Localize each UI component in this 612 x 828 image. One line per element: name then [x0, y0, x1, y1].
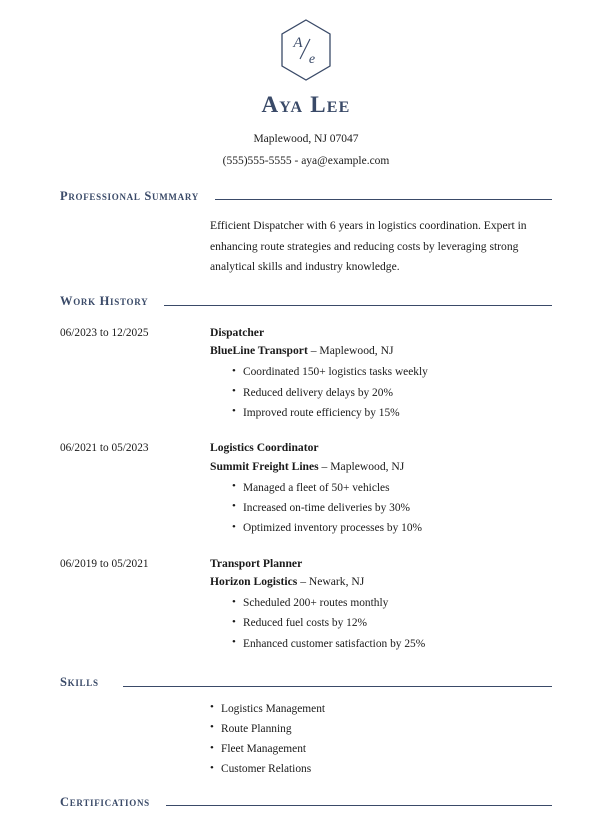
job-bullet: • Managed a fleet of 50+ vehicles: [232, 478, 552, 498]
job-bullet: • Increased on-time deliveries by 30%: [232, 498, 552, 518]
professional-summary-text: Efficient Dispatcher with 6 years in logistics coordination. Expert in enhancing route strategies and reducing costs by leveraging strong analytical skills and industry knowledge.: [210, 219, 527, 273]
work-history-entry: [0, 439, 612, 538]
job-dates: 06/2021 to 05/2023: [60, 442, 149, 455]
job-bullet: • Scheduled 200+ routes monthly: [232, 593, 552, 613]
job-company-line: [210, 573, 552, 592]
section-divider: [123, 686, 552, 687]
job-company: BlueLine Transport: [210, 344, 308, 358]
certifications-body: [0, 816, 612, 828]
skill-item: • Logistics Management: [210, 699, 552, 719]
job-location: – Newark, NJ: [300, 575, 365, 589]
job-bullet-list: [210, 478, 552, 539]
svg-text:e: e: [308, 52, 316, 67]
skills-body: [0, 699, 612, 780]
svg-text:A: A: [293, 35, 303, 51]
job-company-line: [210, 458, 552, 477]
section-title-professional-summary: Professional Summary: [60, 188, 199, 203]
section-divider: [164, 305, 552, 306]
job-bullet: • Coordinated 150+ logistics tasks weekly: [232, 362, 552, 382]
section-certifications: [0, 796, 612, 828]
job-title: Dispatcher: [210, 325, 265, 339]
contact-address: Maplewood, NJ 07047: [253, 133, 359, 146]
section-skills: [0, 676, 612, 780]
job-dates: 06/2019 to 05/2021: [60, 557, 149, 570]
job-bullet: • Improved route efficiency by 15%: [232, 403, 552, 423]
section-title-skills: Skills: [60, 675, 99, 690]
work-history-entry: [0, 555, 612, 654]
job-bullet: • Enhanced customer satisfaction by 25%: [232, 634, 552, 654]
section-title-work-history: Work History: [60, 294, 149, 309]
skill-item: • Customer Relations: [210, 759, 552, 779]
skills-list: [210, 699, 552, 780]
section-header-certifications: [0, 796, 612, 809]
section-professional-summary: [0, 190, 612, 277]
job-details: [210, 439, 552, 538]
job-company: Horizon Logistics: [210, 575, 298, 589]
resume-header: [0, 0, 612, 172]
skill-item: • Route Planning: [210, 719, 552, 739]
job-location: – Maplewood, NJ: [321, 459, 405, 473]
job-bullet-list: [210, 593, 552, 654]
section-title-certifications: Certifications: [60, 794, 150, 809]
section-divider: [166, 805, 552, 806]
job-title: Transport Planner: [210, 556, 303, 570]
contact-phone-email: (555)555-5555 - aya@example.com: [222, 154, 390, 167]
job-bullet: • Reduced fuel costs by 12%: [232, 613, 552, 633]
section-divider: [215, 199, 552, 200]
section-header-professional-summary: [0, 190, 612, 203]
section-header-skills: [0, 676, 612, 689]
hexagon-monogram-icon: [279, 18, 333, 82]
job-dates: 06/2023 to 12/2025: [60, 326, 149, 339]
work-history-entry: [0, 324, 612, 423]
job-title: Logistics Coordinator: [210, 441, 319, 455]
job-company-line: [210, 342, 552, 361]
job-bullet: • Optimized inventory processes by 10%: [232, 518, 552, 538]
page-title: Aya Lee: [261, 92, 351, 117]
skill-item: • Fleet Management: [210, 739, 552, 759]
job-company: Summit Freight Lines: [210, 459, 319, 473]
job-bullet-list: [210, 362, 552, 423]
job-details: [210, 555, 552, 654]
section-header-work-history: [0, 295, 612, 308]
job-bullet: • Reduced delivery delays by 20%: [232, 383, 552, 403]
section-work-history: [0, 295, 612, 654]
job-details: [210, 324, 552, 423]
job-location: – Maplewood, NJ: [310, 344, 394, 358]
